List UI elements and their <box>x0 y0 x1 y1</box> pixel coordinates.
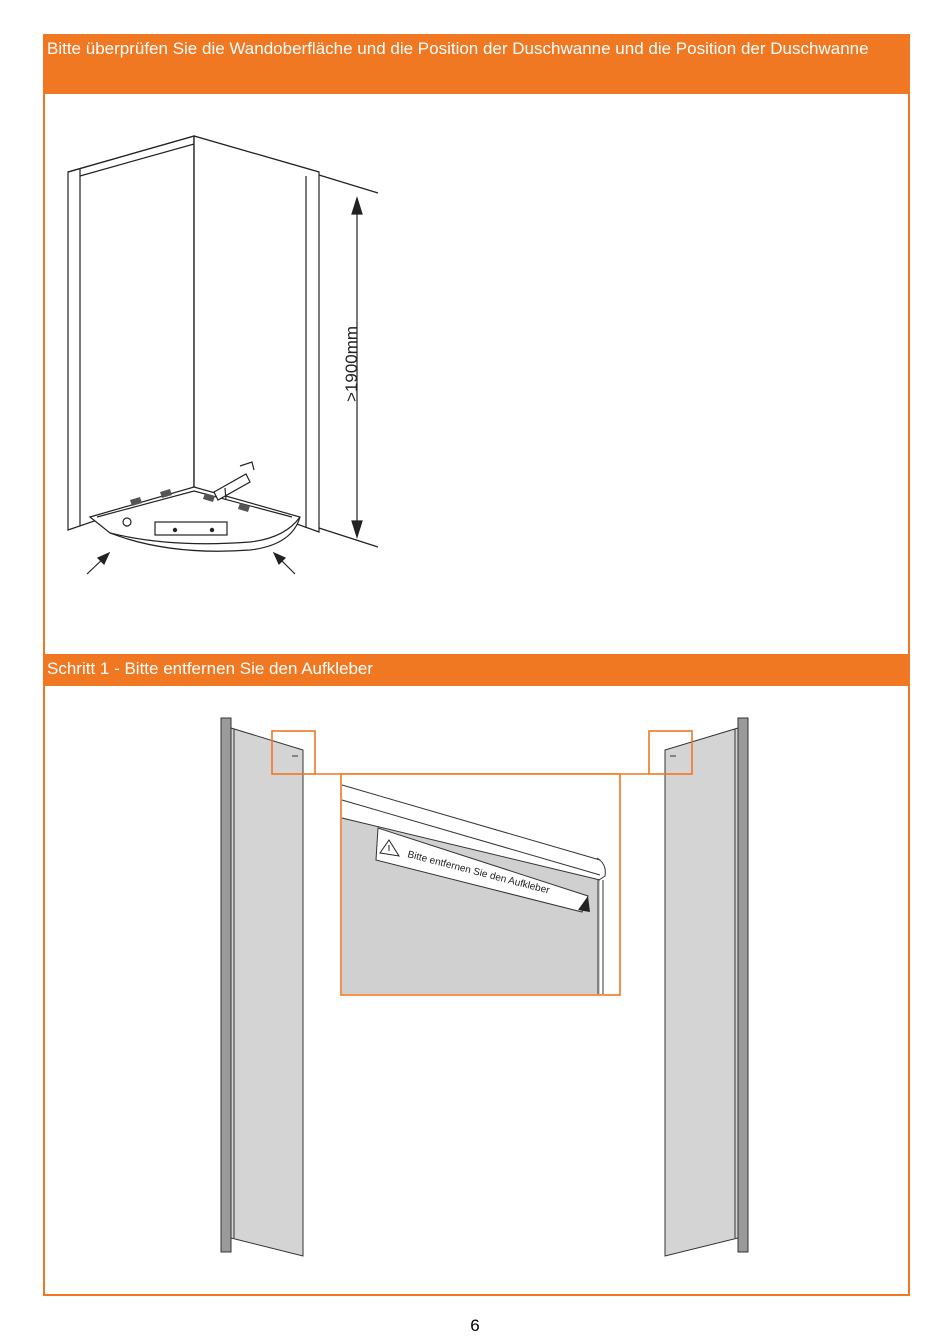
arrow-icon <box>87 553 109 574</box>
right-wall <box>194 136 319 532</box>
shower-corner-illustration <box>68 136 378 574</box>
arrow-icon <box>274 553 295 574</box>
section-2-header: Schritt 1 - Bitte entfernen Sie den Aufkleber <box>43 654 910 686</box>
dimension-top-ext <box>319 175 378 193</box>
dimension-bottom-ext <box>319 528 378 547</box>
left-panel <box>221 718 303 1256</box>
page-number: 6 <box>470 1316 480 1335</box>
left-wall <box>68 136 194 530</box>
zoom-detail <box>341 774 620 995</box>
section-1-header: Bitte überprüfen Sie die Wandoberfläche und die Position der Duschwanne und die Position der Duschwanne <box>43 34 910 94</box>
right-panel <box>665 718 748 1256</box>
sticker-text: Bitte entfernen Sie den Aufkleber <box>406 849 551 897</box>
dimension-label: >1900mm <box>342 325 361 402</box>
